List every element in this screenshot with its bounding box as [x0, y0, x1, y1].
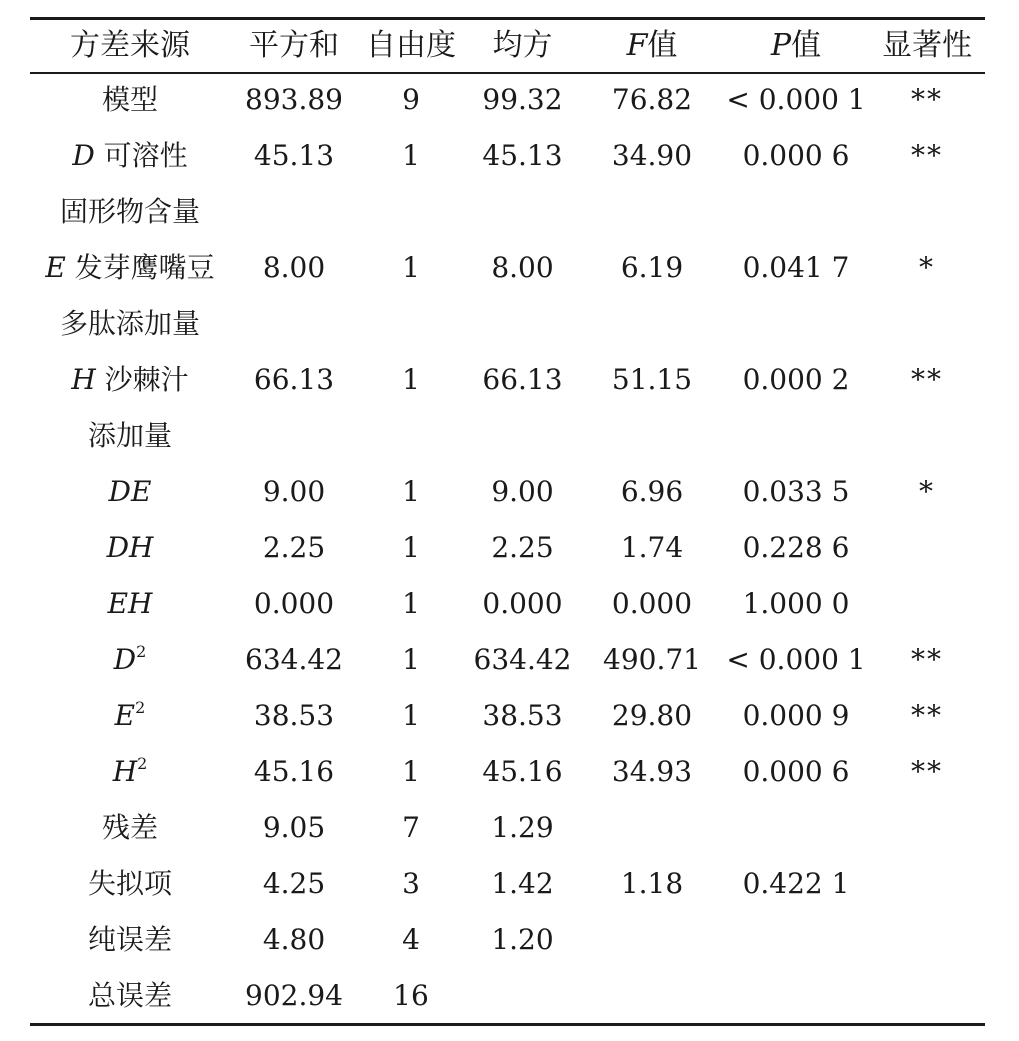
cell-p-value: [723, 800, 869, 856]
cell-p-value: 0.000 9: [742, 699, 850, 732]
cell-source: [30, 968, 230, 1024]
source-variable: H: [112, 755, 138, 788]
cell-significance: [869, 968, 985, 1024]
source-exponent: 2: [135, 698, 146, 717]
header-degrees-of-freedom: 自由度: [366, 28, 456, 63]
cell-source: [30, 576, 230, 632]
cell-significance: **: [911, 699, 943, 732]
cell-f-value: 0.000: [611, 587, 693, 620]
source-text: 残差: [101, 811, 158, 844]
source-text: 总误差: [87, 979, 172, 1012]
cell-source: [30, 352, 230, 408]
cell-degrees-of-freedom: 1: [402, 251, 420, 284]
cell-degrees-of-freedom: [358, 184, 464, 240]
cell-p-value: 0.228 6: [742, 531, 850, 564]
cell-p-value: 0.000 6: [742, 139, 850, 172]
source-text: 可溶性: [94, 139, 188, 172]
cell-sum-of-squares: 893.89: [245, 83, 343, 116]
cell-degrees-of-freedom: 1: [402, 363, 420, 396]
cell-p-value: 0.000 6: [742, 755, 850, 788]
cell-mean-square: 8.00: [491, 251, 554, 284]
cell-sum-of-squares: 634.42: [245, 643, 343, 676]
cell-mean-square: 38.53: [482, 699, 563, 732]
cell-source: [30, 128, 230, 184]
table-row: [30, 744, 985, 800]
table-row: [30, 240, 985, 296]
header-source: 方差来源: [70, 28, 190, 63]
cell-sum-of-squares: 2.25: [262, 531, 326, 564]
table-row: [30, 856, 985, 912]
source-text: 发芽鹰嘴豆: [65, 251, 215, 284]
header-significance: 显著性: [882, 28, 972, 63]
cell-sum-of-squares: 4.80: [262, 923, 326, 956]
cell-p-value: < 0.000 1: [726, 643, 866, 676]
cell-mean-square: [464, 296, 581, 352]
cell-sum-of-squares: 8.00: [262, 251, 326, 284]
source-variable: E: [45, 251, 66, 284]
cell-significance: **: [911, 643, 943, 676]
anova-table: [30, 20, 985, 1024]
cell-source: [30, 464, 230, 520]
cell-f-value: 6.19: [620, 251, 684, 284]
cell-p-value: 1.000 0: [742, 587, 850, 620]
cell-degrees-of-freedom: 1: [402, 475, 420, 508]
cell-source: [30, 520, 230, 576]
cell-significance: **: [911, 139, 943, 172]
cell-f-value: [581, 968, 723, 1024]
source-variable: H: [71, 363, 96, 396]
cell-degrees-of-freedom: [358, 408, 464, 464]
cell-source: [30, 688, 230, 744]
table-row: [30, 296, 985, 352]
cell-f-value: 1.74: [620, 531, 684, 564]
cell-sum-of-squares: [230, 408, 358, 464]
cell-source: [30, 240, 230, 296]
cell-p-value: 0.422 1: [742, 867, 850, 900]
cell-mean-square: 634.42: [473, 643, 572, 676]
cell-mean-square: 1.42: [491, 867, 554, 900]
cell-f-value: [581, 184, 723, 240]
table-row: [30, 408, 985, 464]
source-variable: D: [72, 139, 95, 172]
cell-f-value: [581, 296, 723, 352]
cell-f-value: 51.15: [611, 363, 693, 396]
source-text: 沙棘汁: [95, 363, 189, 396]
table-row: [30, 520, 985, 576]
cell-significance: **: [911, 83, 943, 116]
cell-f-value: [581, 408, 723, 464]
header-f-symbol: F: [626, 28, 648, 63]
cell-f-value: 29.80: [611, 699, 693, 732]
cell-p-value: < 0.000 1: [726, 83, 866, 116]
header-f-value: [581, 20, 723, 72]
source-variable: EH: [107, 587, 153, 620]
cell-p-value: [723, 296, 869, 352]
header-row: [30, 20, 985, 72]
cell-degrees-of-freedom: 7: [402, 811, 420, 844]
cell-mean-square: 2.25: [491, 531, 554, 564]
cell-p-value: [723, 968, 869, 1024]
source-variable: D: [113, 643, 137, 676]
table-header: [30, 20, 985, 72]
header-p-symbol: P: [770, 28, 792, 63]
cell-degrees-of-freedom: 3: [402, 867, 420, 900]
cell-mean-square: 9.00: [491, 475, 554, 508]
cell-sum-of-squares: 0.000: [253, 587, 335, 620]
cell-degrees-of-freedom: 1: [402, 699, 420, 732]
cell-degrees-of-freedom: [358, 296, 464, 352]
cell-sum-of-squares: 66.13: [253, 363, 335, 396]
cell-mean-square: 45.13: [482, 139, 563, 172]
cell-degrees-of-freedom: 4: [402, 923, 420, 956]
table-row: [30, 912, 985, 968]
cell-degrees-of-freedom: 1: [402, 643, 420, 676]
source-variable: DH: [106, 531, 154, 564]
cell-f-value: 1.18: [620, 867, 684, 900]
cell-significance: [869, 408, 985, 464]
cell-source: [30, 296, 230, 352]
cell-mean-square: [464, 184, 581, 240]
header-sum-of-squares: 平方和: [249, 28, 339, 63]
cell-mean-square: [464, 968, 581, 1024]
cell-significance: [869, 184, 985, 240]
cell-degrees-of-freedom: 1: [402, 139, 420, 172]
cell-sum-of-squares: [230, 184, 358, 240]
cell-significance: [869, 856, 985, 912]
table-row: [30, 968, 985, 1024]
table-body: [30, 72, 985, 1024]
cell-degrees-of-freedom: 16: [393, 979, 429, 1012]
cell-degrees-of-freedom: 1: [402, 531, 420, 564]
cell-significance: [869, 576, 985, 632]
cell-p-value: [723, 184, 869, 240]
header-p-suffix: 值: [791, 28, 822, 63]
cell-significance: **: [911, 755, 943, 788]
cell-p-value: [723, 408, 869, 464]
source-text: 失拟项: [87, 867, 172, 900]
source-text: 模型: [101, 83, 158, 116]
cell-sum-of-squares: 9.00: [262, 475, 326, 508]
cell-f-value: 34.90: [611, 139, 693, 172]
table-row: [30, 128, 985, 184]
cell-source: [30, 408, 230, 464]
table-row: [30, 576, 985, 632]
cell-sum-of-squares: 45.16: [253, 755, 335, 788]
cell-significance: [869, 912, 985, 968]
table-row: [30, 800, 985, 856]
source-variable: E: [114, 699, 136, 732]
cell-sum-of-squares: 4.25: [262, 867, 326, 900]
cell-mean-square: 1.20: [491, 923, 554, 956]
cell-p-value: 0.033 5: [742, 475, 850, 508]
cell-f-value: [581, 912, 723, 968]
cell-significance: [869, 800, 985, 856]
cell-sum-of-squares: 38.53: [253, 699, 335, 732]
header-p-value: [723, 20, 869, 72]
cell-source: [30, 856, 230, 912]
cell-mean-square: 66.13: [482, 363, 563, 396]
cell-significance: [869, 520, 985, 576]
cell-f-value: 490.71: [603, 643, 701, 676]
cell-f-value: 34.93: [611, 755, 693, 788]
cell-source: [30, 744, 230, 800]
cell-mean-square: 99.32: [482, 83, 563, 116]
source-variable: DE: [108, 475, 152, 508]
cell-sum-of-squares: 9.05: [262, 811, 326, 844]
table-row: [30, 464, 985, 520]
table-row: [30, 184, 985, 240]
cell-significance: *: [919, 251, 935, 284]
table-row: [30, 688, 985, 744]
cell-degrees-of-freedom: 1: [402, 587, 420, 620]
table-row: [30, 352, 985, 408]
source-exponent: 2: [137, 754, 148, 773]
cell-degrees-of-freedom: 1: [402, 755, 420, 788]
cell-mean-square: [464, 408, 581, 464]
cell-source: [30, 72, 230, 128]
source-text: 固形物含量: [59, 195, 200, 228]
table-row: [30, 72, 985, 128]
cell-mean-square: 45.16: [482, 755, 563, 788]
source-text: 多肽添加量: [59, 307, 200, 340]
header-mean-square: 均方: [492, 28, 553, 63]
cell-source: [30, 184, 230, 240]
cell-mean-square: 1.29: [491, 811, 554, 844]
cell-p-value: 0.000 2: [742, 363, 850, 396]
cell-sum-of-squares: [230, 296, 358, 352]
cell-mean-square: 0.000: [482, 587, 563, 620]
source-text: 纯误差: [87, 923, 172, 956]
cell-degrees-of-freedom: 9: [402, 83, 420, 116]
cell-p-value: 0.041 7: [742, 251, 850, 284]
cell-sum-of-squares: 45.13: [253, 139, 335, 172]
cell-f-value: 6.96: [620, 475, 684, 508]
cell-sum-of-squares: 902.94: [245, 979, 343, 1012]
source-exponent: 2: [136, 642, 147, 661]
source-text: 添加量: [87, 419, 172, 452]
cell-f-value: [581, 800, 723, 856]
cell-significance: [869, 296, 985, 352]
cell-significance: **: [911, 363, 943, 396]
cell-source: [30, 800, 230, 856]
cell-f-value: 76.82: [611, 83, 693, 116]
cell-p-value: [723, 912, 869, 968]
cell-source: [30, 912, 230, 968]
header-f-suffix: 值: [647, 28, 678, 63]
cell-significance: *: [919, 475, 935, 508]
cell-source: [30, 632, 230, 688]
table-row: [30, 632, 985, 688]
